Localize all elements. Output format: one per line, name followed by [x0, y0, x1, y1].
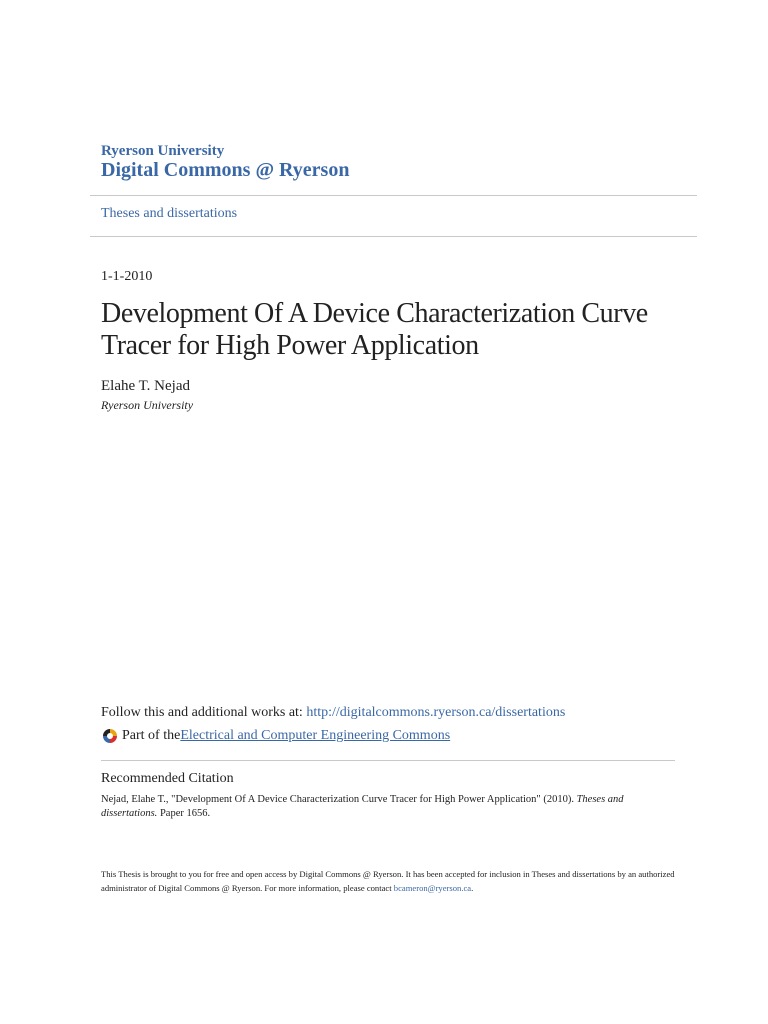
divider-citation — [101, 760, 675, 761]
citation-paper: Paper 1656. — [157, 808, 211, 819]
divider-collection — [90, 236, 697, 237]
follow-prefix: Follow this and additional works at: — [101, 705, 307, 720]
divider-top — [90, 195, 697, 196]
part-of-line — [101, 727, 450, 745]
commons-network-icon — [101, 727, 119, 745]
follow-url-link[interactable]: http://digitalcommons.ryerson.ca/dissertations — [306, 705, 566, 720]
partof-prefix: Part of the — [122, 728, 181, 743]
collection-link[interactable]: Theses and dissertations — [101, 206, 238, 221]
follow-line — [101, 705, 565, 721]
institution-name: Ryerson University — [101, 143, 225, 159]
footer-end: . — [471, 883, 474, 893]
citation-text — [101, 793, 641, 821]
publication-date: 1-1-2010 — [101, 269, 153, 284]
document-title: Development Of A Device Characterization Curve Tracer for High Power Application — [101, 298, 648, 361]
author-name: Elahe T. Nejad — [101, 378, 190, 394]
commons-subject-link[interactable]: Electrical and Computer Engineering Commons — [180, 728, 451, 743]
footer-notice — [101, 867, 676, 895]
author-affiliation: Ryerson University — [101, 398, 194, 412]
citation-main: Nejad, Elahe T., "Development Of A Device Characterization Curve Tracer for High Power Application" (2010). — [101, 794, 577, 805]
repository-link[interactable]: Digital Commons @ Ryerson — [101, 159, 350, 181]
footer-text: This Thesis is brought to you for free and open access by Digital Commons @ Ryerson. It has been accepted for inclusion in Theses and dissertations by an authorized administrator of Digital Commons @ Ryerson. For more information, please contact — [101, 869, 675, 893]
citation-heading: Recommended Citation — [101, 771, 234, 786]
contact-email-link[interactable]: bcameron@ryerson.ca — [393, 883, 472, 893]
citation-series: Theses and dissertations. — [101, 794, 624, 819]
